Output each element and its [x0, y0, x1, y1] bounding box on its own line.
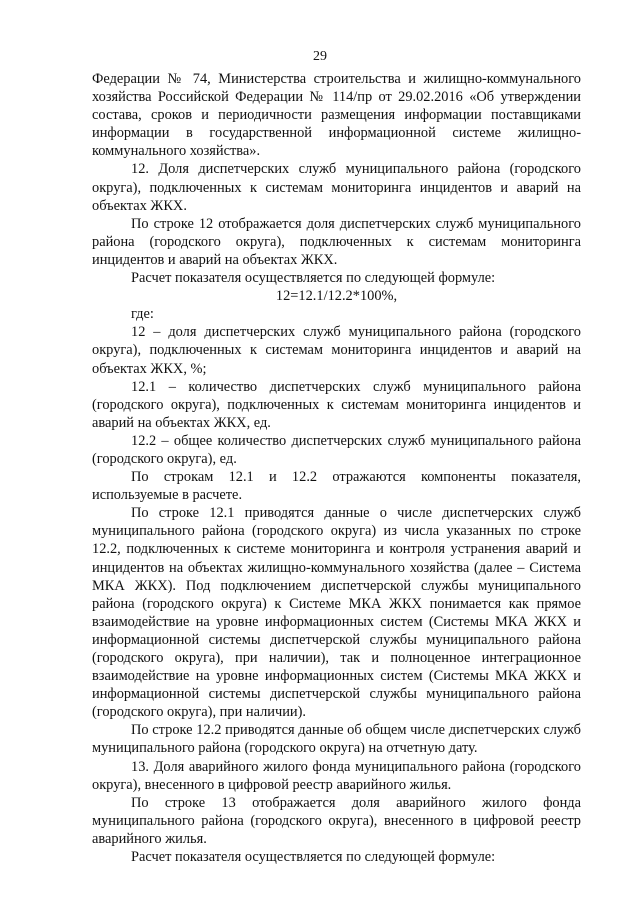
paragraph: По строке 13 отображается доля аварийного жилого фонда муниципального района (городского округа), внесенного в цифровой реестр аварийного жилья.	[92, 794, 581, 847]
paragraph-item-12-heading: 12. Доля диспетчерских служб муниципального района (городского округа), подключенных к системам мониторинга инцидентов и аварий на объектах ЖКХ.	[92, 161, 581, 214]
paragraph-where: где:	[131, 306, 154, 323]
paragraph: По строке 12.1 приводятся данные о числе диспетчерских служб муниципального района (городского округа) из числа указанных по строке 12.2, подключенных к системе мониторинга и контроля устранения аварий и инцидентов на объектах жилищно-коммунального хозяйства (далее – Система МКА ЖКХ). Под подключением диспетчерской службы муниципального района (городского округа) к Системе МКА ЖКХ понимается как прямое взаимодействие на уровне информационных систем (Системы МКА ЖКХ и информационной системы диспетчерской службы муниципального района (городского округа), при наличии), так и полноценное интеграционное взаимодействие на уровне информационных систем (Системы МКА ЖКХ и информационной системы диспетчерской службы муниципального района (городского округа), при наличии).	[92, 505, 581, 721]
paragraph: По строкам 12.1 и 12.2 отражаются компоненты показателя, используемые в расчете.	[92, 469, 581, 504]
formula: 12=12.1/12.2*100%,	[275, 288, 398, 305]
page-number: 29	[313, 49, 327, 64]
paragraph-item-13-heading: 13. Доля аварийного жилого фонда муниципального района (городского округа), внесенного в цифровой реестр аварийного жилья.	[92, 758, 581, 793]
paragraph: По строке 12 отображается доля диспетчерских служб муниципального района (городского округа), подключенных к системам мониторинга инцидентов и аварий на объектах ЖКХ.	[92, 215, 581, 268]
paragraph-definition: 12 – доля диспетчерских служб муниципального района (городского округа), подключенных к системам мониторинга инцидентов и аварий на объектах ЖКХ, %;	[92, 324, 581, 377]
paragraph-definition: 12.2 – общее количество диспетчерских служб муниципального района (городского округа), ед.	[92, 432, 581, 467]
paragraph-definition: 12.1 – количество диспетчерских служб муниципального района (городского округа), подключенных к системам мониторинга инцидентов и аварий на объектах ЖКХ, ед.	[92, 378, 581, 431]
page-body	[92, 70, 581, 866]
paragraph-continuation: Федерации № 74, Министерства строительства и жилищно-коммунального хозяйства Российской Федерации № 114/пр от 29.02.2016 «Об утверждении состава, сроков и периодичности размещения информации поставщиками информации в государственной информационной системе жилищно-коммунального хозяйства».	[92, 71, 581, 160]
paragraph: По строке 12.2 приводятся данные об общем числе диспетчерских служб муниципального района (городского округа) на отчетную дату.	[92, 722, 581, 757]
paragraph-formula-intro: Расчет показателя осуществляется по следующей формуле:	[131, 849, 496, 866]
paragraph-formula-intro: Расчет показателя осуществляется по следующей формуле:	[131, 270, 496, 287]
